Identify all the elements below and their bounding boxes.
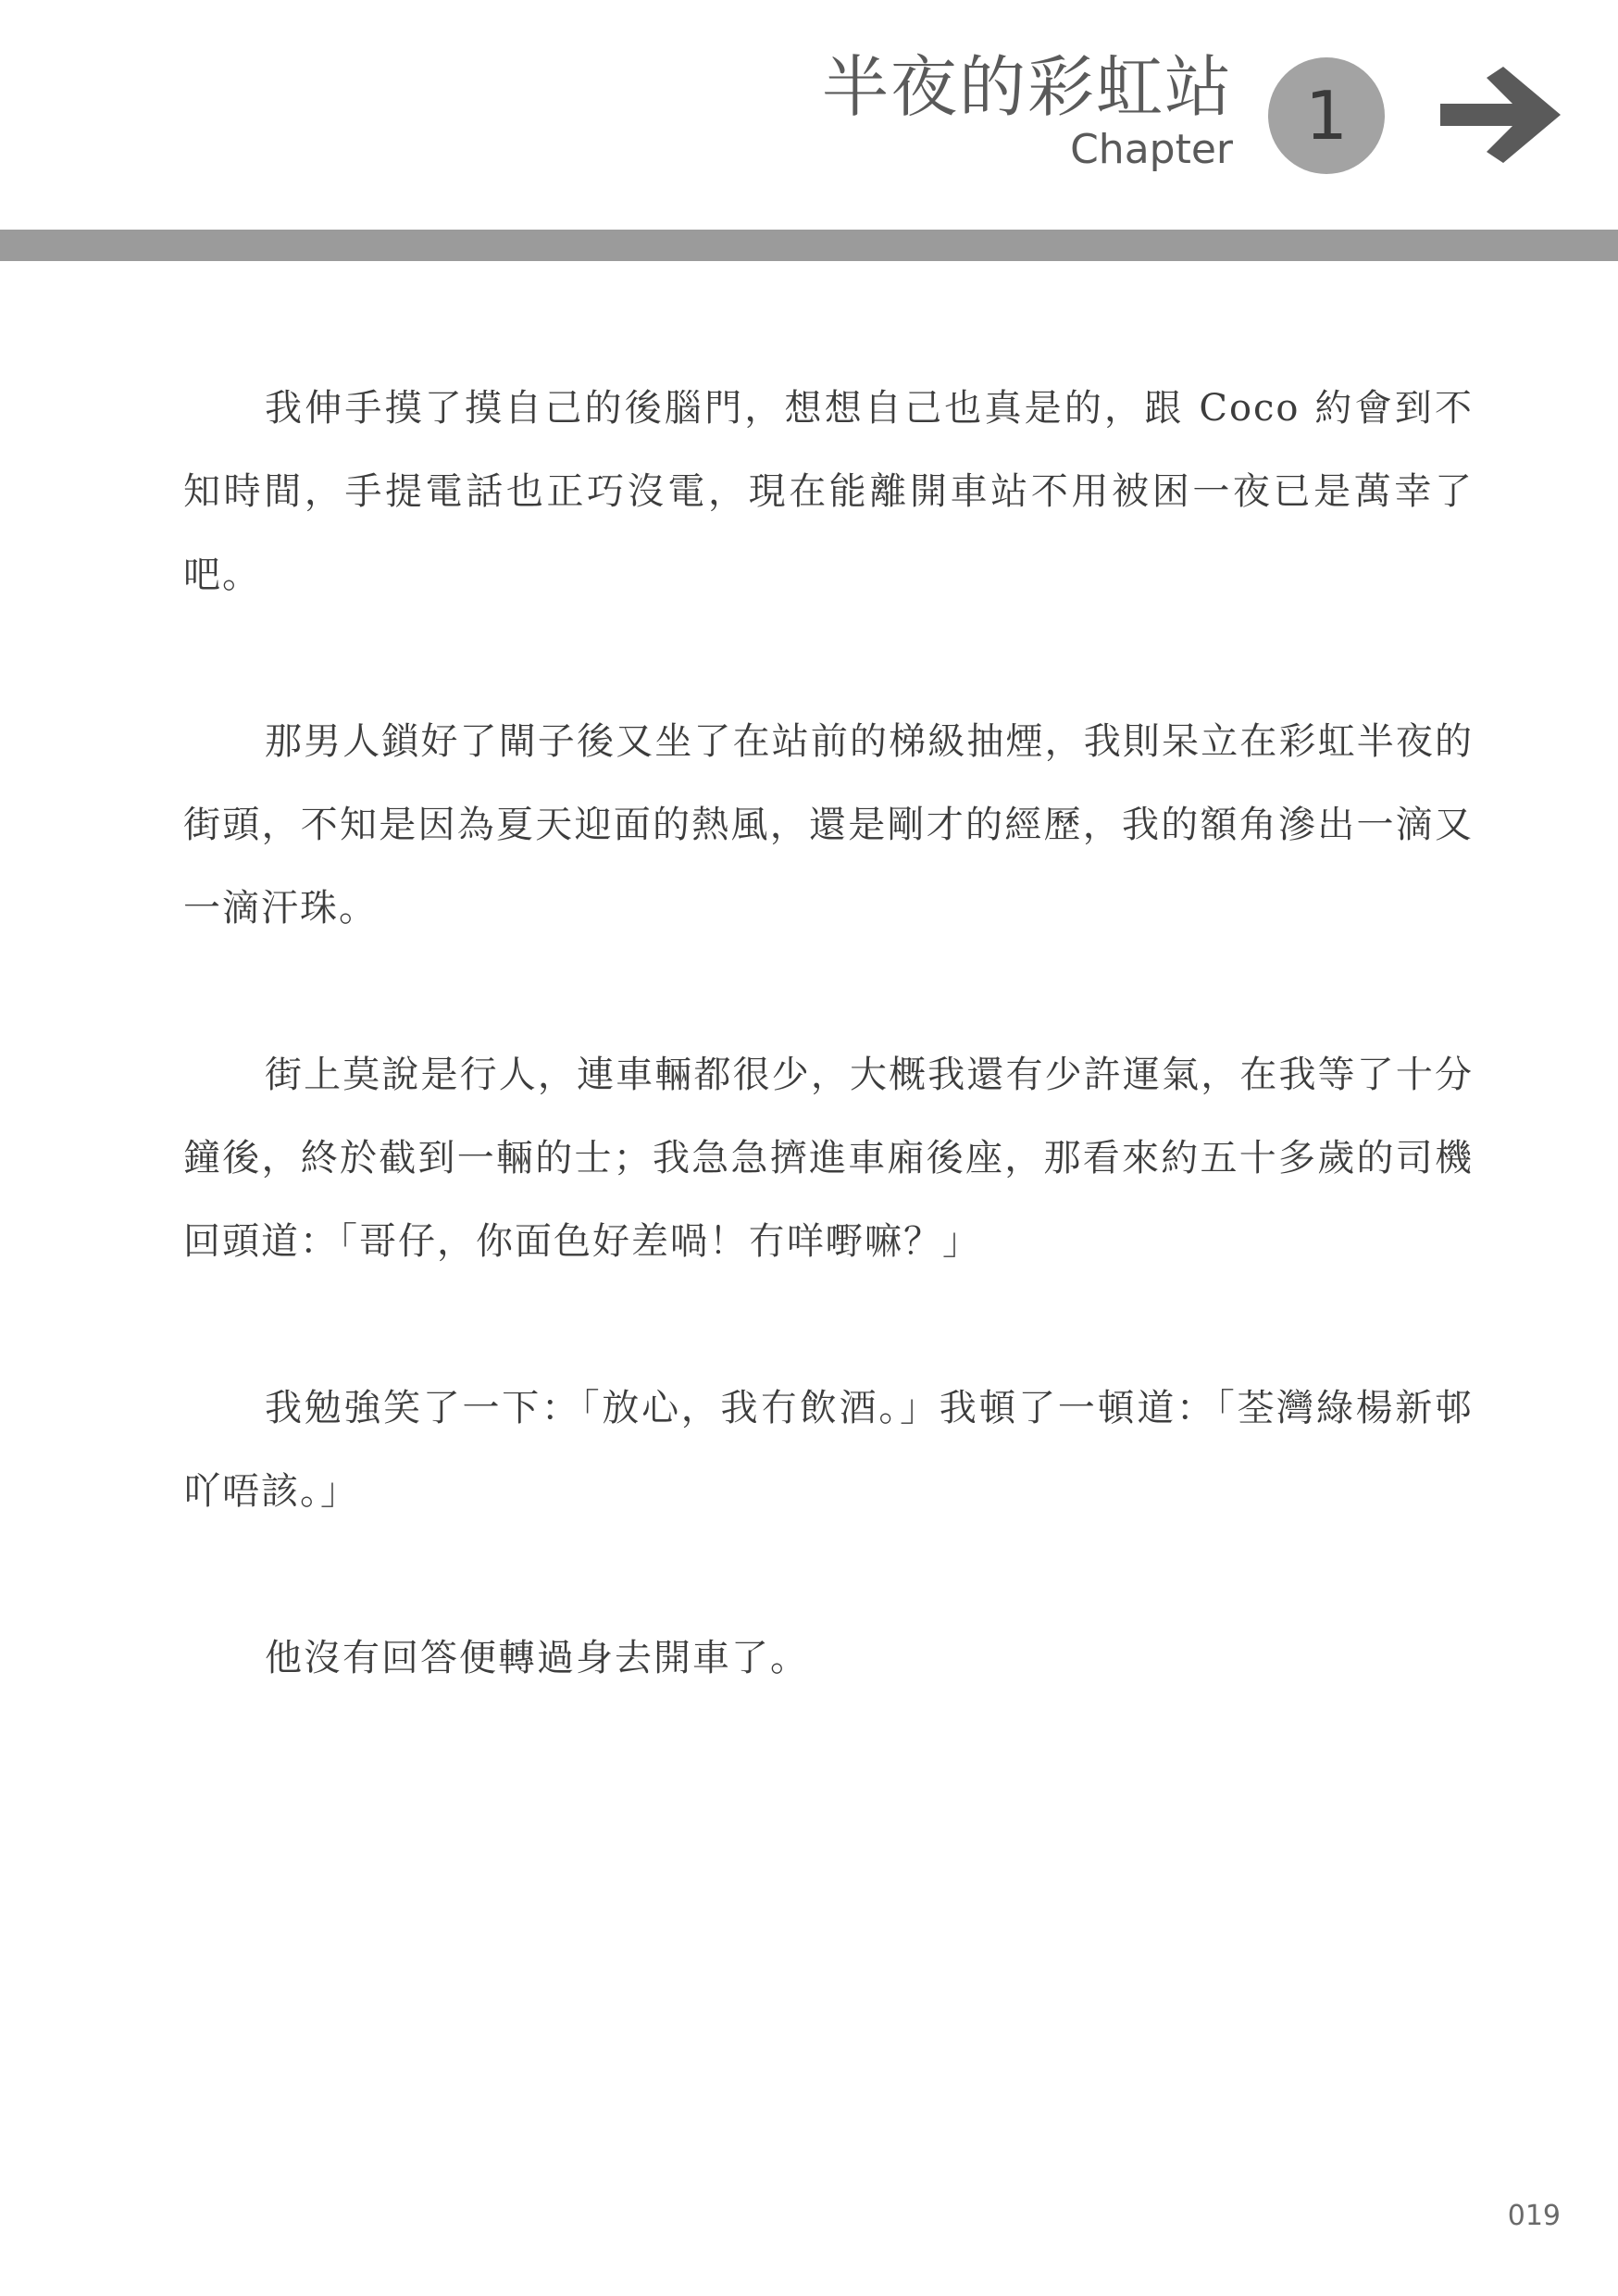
story-body xyxy=(183,367,1474,1783)
paragraph-2: 那男人鎖好了閘子後又坐了在站前的梯級抽煙，我則呆立在彩虹半夜的街頭，不知是因為夏天迎面的熱風，還是剛才的經歷，我的額角滲出一滴又一滴汗珠。 xyxy=(183,720,1474,930)
paragraph-3: 街上莫說是行人，連車輛都很少，大概我還有少許運氣，在我等了十分鐘後，終於截到一輛的士；我急急擠進車廂後座，那看來約五十多歲的司機回頭道：「哥仔，你面色好差喎！冇咩嘢嘛？」 xyxy=(183,1054,1474,1263)
chapter-number-badge xyxy=(1268,57,1385,174)
header-divider-bar xyxy=(0,230,1618,261)
paragraph-5: 他沒有回答便轉過身去開車了。 xyxy=(265,1637,809,1679)
page-number: 019 xyxy=(1507,2200,1561,2232)
chapter-header xyxy=(0,0,1618,261)
chapter-label: Chapter xyxy=(1070,126,1233,173)
chapter-number: 1 xyxy=(1305,77,1348,155)
paragraph-4: 我勉強笑了一下：「放心，我冇飲酒。」我頓了一頓道：「荃灣綠楊新邨吖唔該。」 xyxy=(183,1387,1474,1513)
paragraph-1: 我伸手摸了摸自己的後腦門，想想自己也真是的，跟 Coco 約會到不知時間，手提電話也正巧沒電，現在能離開車站不用被困一夜已是萬幸了吧。 xyxy=(183,387,1474,596)
chapter-title: 半夜的彩虹站 xyxy=(821,48,1233,126)
right-arrow-icon xyxy=(1440,67,1561,163)
